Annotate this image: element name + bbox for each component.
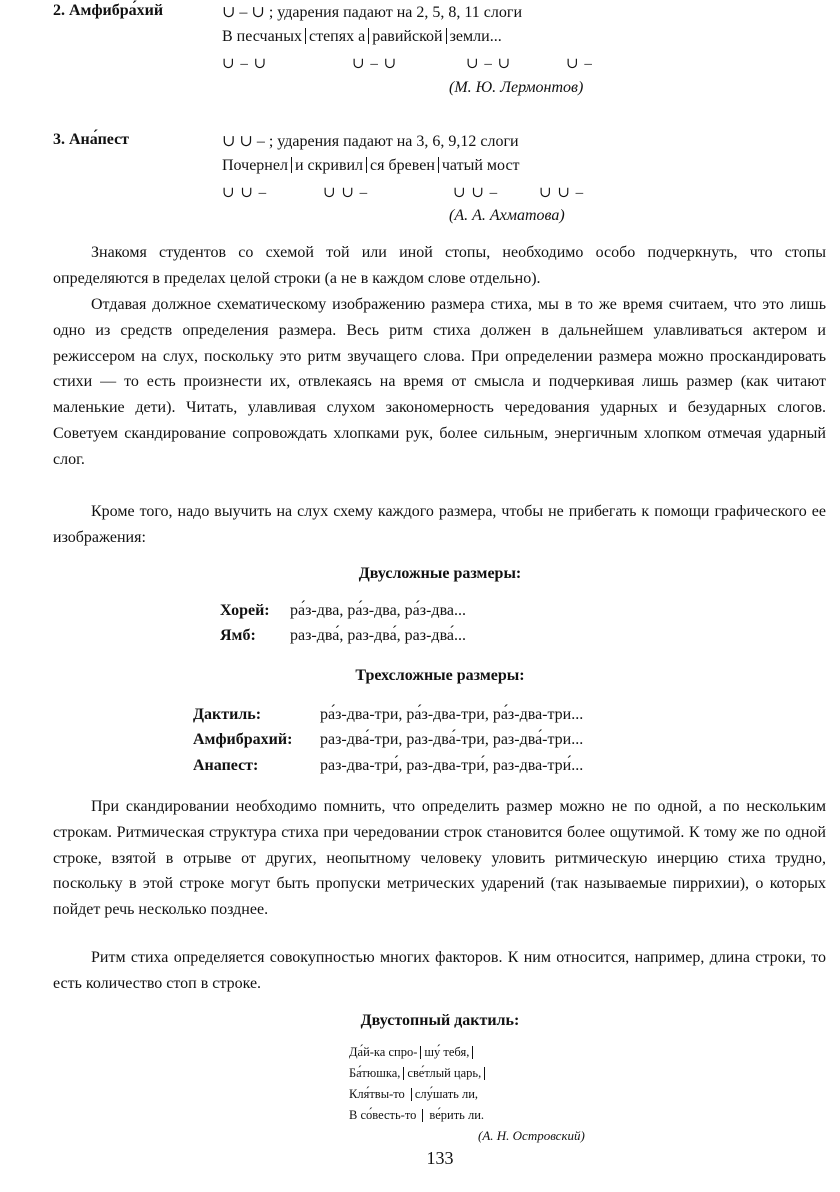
meter-value: ра́з-два-три, ра́з-два-три, ра́з-два-три... [320, 706, 584, 723]
dactyl-heading: Двустопный дактиль: [360, 1012, 520, 1029]
meter-example-row [220, 627, 466, 645]
meter-value: раз-два́, раз-два́, раз-два́... [290, 627, 467, 644]
poem-line [349, 1045, 476, 1060]
body-paragraph: Ритм стиха определяется совокупностью многих факторов. К ним относится, например, длина строки, то есть количество стоп в строке. [53, 949, 826, 992]
anapest-line [222, 157, 520, 175]
amphibrach-line [222, 28, 502, 46]
foot-divider [291, 157, 292, 173]
body-paragraph: При скандировании необходимо помнить, что определить размер можно не по одной, а по нескольким строкам. Ритмическая структура стиха при чередовании строк становится более ощутимой. К тому же по одной строке, взятой в отрыве от других, неопытному человеку уловить ритмическую инерцию стиха трудно, поскольку в этой строке могут быть пропуски метрических ударений (так называемые пиррихии), о которых пойдет речь несколько позднее. [53, 798, 826, 919]
foot-divider [472, 1046, 473, 1059]
anapest-scheme-2: ∪ ∪ – [323, 185, 369, 201]
poem-part: све́тлый царь, [407, 1066, 482, 1080]
meter-example-row [193, 731, 583, 749]
meter-value: раз-два-три́, раз-два-три́, раз-два-три́... [320, 757, 584, 774]
foot-divider [411, 1088, 412, 1101]
poem-line [349, 1066, 488, 1081]
amphibrach-source: (М. Ю. Лермонтов) [449, 79, 584, 96]
meter-example-row [193, 757, 583, 775]
meter-term: Анапест: [193, 757, 259, 774]
foot-divider [484, 1067, 485, 1080]
poem-part: слу́шать ли, [414, 1087, 479, 1101]
poem-line [349, 1108, 484, 1123]
foot-text: степях а [308, 28, 366, 45]
poem-line [349, 1087, 478, 1102]
foot-divider [305, 28, 306, 44]
foot-divider [420, 1046, 421, 1059]
foot-divider [403, 1067, 404, 1080]
anapest-scheme-4: ∪ ∪ – [539, 185, 585, 201]
poem-part: Ба́тюшка, [349, 1066, 401, 1080]
poem-part: ве́рить ли. [429, 1108, 485, 1122]
foot-text: ся бревен [370, 157, 435, 174]
meter-value: ра́з-два, ра́з-два, ра́з-два... [290, 602, 467, 619]
anapest-scheme-3: ∪ ∪ – [453, 185, 499, 201]
body-paragraph: Отдавая должное схематическому изображению размера стиха, мы в то же время считаем, что это лишь одно из средств определения размера. Весь ритм стиха должен в дальнейшем улавливаться актером и режиссером на слух, поскольку это ритм звучащего слова. При определении размера можно проскандировать стихи — то есть произнести их, отвлекаясь на время от смысла и подчеркивая лишь размер (как читают маленькие дети). Читать, улавливая слухом закономерность чередования ударных и безударных слогов. Советуем скандирование сопровождать хлопками рук, более сильным, энергичным хлопком отмечая ударный слог. [53, 296, 826, 468]
foot-text: земли... [449, 28, 502, 45]
foot-divider [368, 28, 369, 44]
amphibrach-label: 2. Амфибра́хий [53, 2, 164, 19]
foot-divider [422, 1109, 423, 1122]
foot-text: равийской [372, 28, 443, 45]
meter-example-row [193, 706, 583, 724]
foot-text: чатый мост [441, 157, 520, 174]
poem-part: Кля́твы-то [349, 1087, 405, 1101]
foot-divider [366, 157, 367, 173]
amphibrach-scheme-3: ∪ – ∪ [466, 56, 512, 72]
dactyl-source: (А. Н. Островский) [478, 1128, 585, 1143]
meter-term: Ямб: [220, 627, 256, 644]
foot-text: и скривил [294, 157, 364, 174]
foot-divider [446, 28, 447, 44]
meter-example-row [220, 602, 466, 620]
two-syllable-heading: Двусложные размеры: [358, 565, 522, 582]
foot-text: Почернел [222, 157, 288, 174]
meter-term: Амфибрахий: [193, 731, 293, 748]
meter-term: Дактиль: [193, 706, 262, 723]
poem-part: шу́ тебя, [424, 1045, 470, 1059]
amphibrach-scheme-1: ∪ – ∪ [222, 56, 268, 72]
body-paragraph: Кроме того, надо выучить на слух схему каждого размера, чтобы не прибегать к помощи графического ее изображения: [53, 503, 826, 546]
anapest-source: (А. А. Ахматова) [449, 207, 565, 224]
poem-part: Да́й-ка спро- [349, 1045, 418, 1059]
foot-divider [438, 157, 439, 173]
body-paragraph: Знакомя студентов со схемой той или иной стопы, необходимо особо подчеркнуть, что стопы определяются в пределах целой строки (а не в каждом слове отдельно). [53, 244, 826, 287]
amphibrach-meter: ∪ – ∪ ; ударения падают на 2, 5, 8, 11 слоги [222, 4, 522, 21]
meter-term: Хорей: [220, 602, 270, 619]
foot-text: В песчаных [222, 28, 302, 45]
meter-value: раз-два́-три, раз-два́-три, раз-два́-три... [320, 731, 584, 748]
anapest-scheme-1: ∪ ∪ – [222, 185, 268, 201]
anapest-label: 3. Ана́пест [53, 131, 130, 148]
amphibrach-scheme-2: ∪ – ∪ [352, 56, 398, 72]
three-syllable-heading: Трехсложные размеры: [355, 667, 525, 684]
poem-part: В со́весть-то [349, 1108, 417, 1122]
amphibrach-scheme-4: ∪ – [566, 56, 593, 72]
anapest-meter: ∪ ∪ – ; ударения падают на 3, 6, 9,12 слоги [222, 133, 519, 150]
page-number: 133 [426, 1148, 454, 1168]
